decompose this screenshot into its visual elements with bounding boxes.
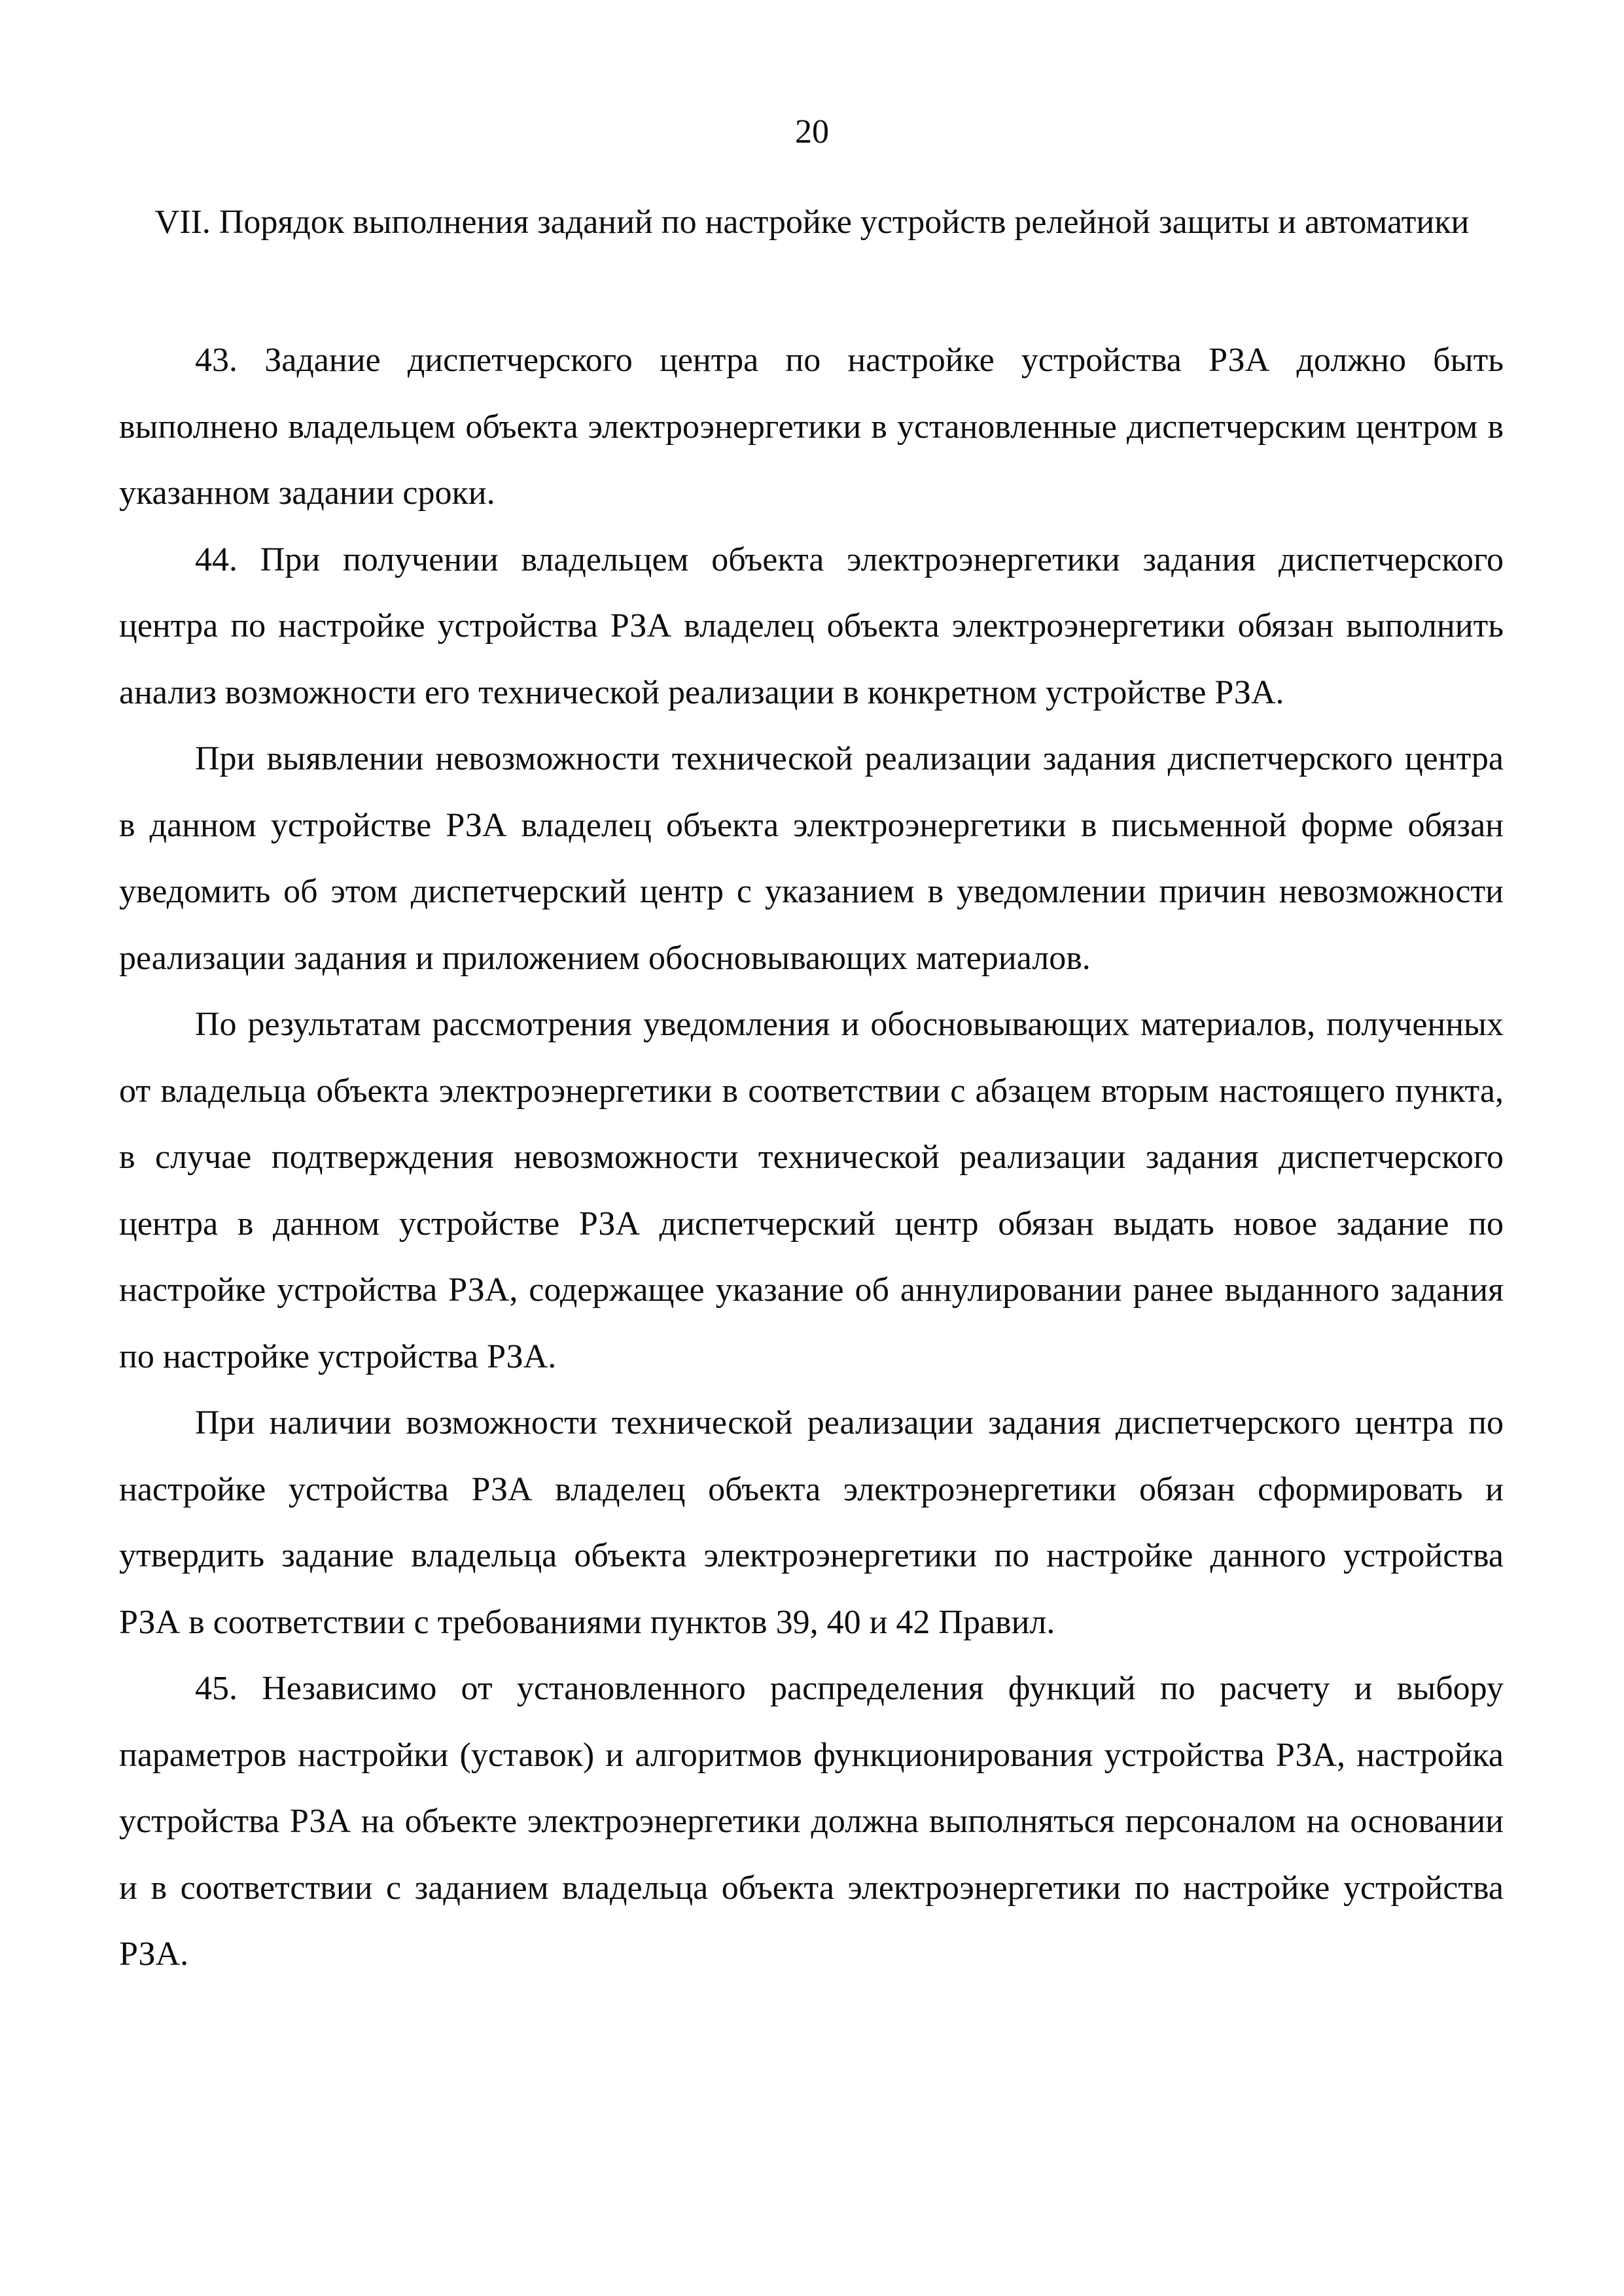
paragraph-44-review: По результатам рассмотрения уведомления и обосновывающих материалов, полученных от владельца объекта электроэнергетики в соответствии с абзацем вторым настоящего пункта, в случае подтверждения невозможности технической реализации задания диспетчерского центра в данном устройстве РЗА диспетчерский центр обязан выдать новое задание по настройке устройства РЗА, содержащее указание об аннулировании ранее выданного задания по настройке устройства РЗА. [119,1006,1504,1375]
paragraph-44-possibility: При наличии возможности технической реализации задания диспетчерского центра по настройке устройства РЗА владелец объекта электроэнергетики обязан сформировать и утвердить задание владельца объекта электроэнергетики по настройке данного устройства РЗА в соответствии с требованиями пунктов 39, 40 и 42 Правил. [119,1404,1504,1641]
paragraph-44-impossibility: При выявлении невозможности технической реализации задания диспетчерского центра в данном устройстве РЗА владелец объекта электроэнергетики в письменной форме обязан уведомить об этом диспетчерский центр с указанием в уведомлении причин невозможности реализации задания и приложением обосновывающих материалов. [119,740,1504,977]
page-number: 20 [795,113,829,150]
section-title: VII. Порядок выполнения заданий по настройке устройств релейной защиты и автоматики [154,203,1470,241]
body-text [119,327,1504,1988]
paragraph-43: 43. Задание диспетчерского центра по настройке устройства РЗА должно быть выполнено владельцем объекта электроэнергетики в установленные диспетчерским центром в указанном задании сроки. [119,342,1504,512]
paragraph-44: 44. При получении владельцем объекта электроэнергетики задания диспетчерского центра по настройке устройства РЗА владелец объекта электроэнергетики обязан выполнить анализ возможности его технической реализации в конкретном устройстве РЗА. [119,540,1504,711]
paragraph-45: 45. Независимо от установленного распределения функций по расчету и выбору параметров настройки (уставок) и алгоритмов функционирования устройства РЗА, настройка устройства РЗА на объекте электроэнергетики должна выполняться персоналом на основании и в соответствии с заданием владельца объекта электроэнергетики по настройке устройства РЗА. [119,1670,1504,1973]
